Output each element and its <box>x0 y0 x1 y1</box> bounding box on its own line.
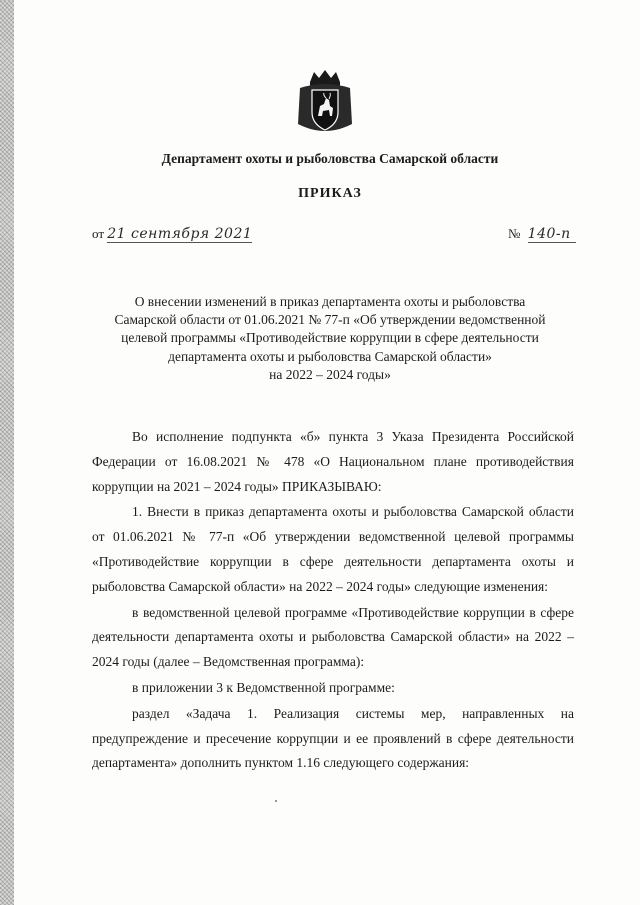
number-line <box>508 226 576 243</box>
department-name: Департамент охоты и рыболовства Самарской области <box>161 151 499 166</box>
date-prefix: от <box>92 226 105 241</box>
coat-of-arms-icon <box>296 68 354 140</box>
order-body <box>92 425 574 777</box>
date-line <box>92 226 252 243</box>
subject-line: Самарской области от 01.06.2021 № 77-п «Об утверждении ведомственной <box>114 312 546 328</box>
date-handwritten: 21 сентября 2021 <box>107 226 253 242</box>
paragraph-program: в ведомственной целевой программе «Противодействие коррупции в сфере деятельности департамента охоты и рыболовства Самарской области» на 2022 – 2024 годы (далее – Ведомственная программа): <box>92 604 574 670</box>
scan-speck <box>275 800 277 802</box>
subject-line: целевой программы «Противодействие коррупции в сфере деятельности <box>121 330 539 346</box>
subject-line: О внесении изменений в приказ департамента охоты и рыболовства <box>134 294 526 309</box>
order-subject <box>80 293 580 384</box>
paragraph-appendix: в приложении 3 к Ведомственной программе: <box>132 679 395 695</box>
number-prefix: № <box>508 226 521 241</box>
subject-line: департамента охоты и рыболовства Самарской области» <box>168 348 492 364</box>
number-handwritten: 140-п <box>528 226 576 243</box>
paragraph-section: раздел «Задача 1. Реализация системы мер, направленных на предупреждение и пресечение коррупции и ее проявлений в сфере деятельности департамента» дополнить пунктом 1.16 следующего содержания: <box>92 705 574 771</box>
paragraph-preamble: Во исполнение подпункта «б» пункта 3 Указа Президента Российской Федерации от 16.08.2021 № 478 «О Национальном плане противодействия коррупции на 2021 – 2024 годы» ПРИКАЗЫВАЮ: <box>92 429 574 494</box>
document-type-title: ПРИКАЗ <box>298 186 362 201</box>
paragraph-item-1: 1. Внести в приказ департамента охоты и рыболовства Самарской области от 01.06.2021 № 77-п «Об утверждении ведомственной целевой программы «Противодействие коррупции в сфере деятельности департамента охоты и рыболовства Самарской области» на 2022 – 2024 годы» следующие изменения: <box>92 504 574 594</box>
subject-line: на 2022 – 2024 годы» <box>269 366 391 382</box>
